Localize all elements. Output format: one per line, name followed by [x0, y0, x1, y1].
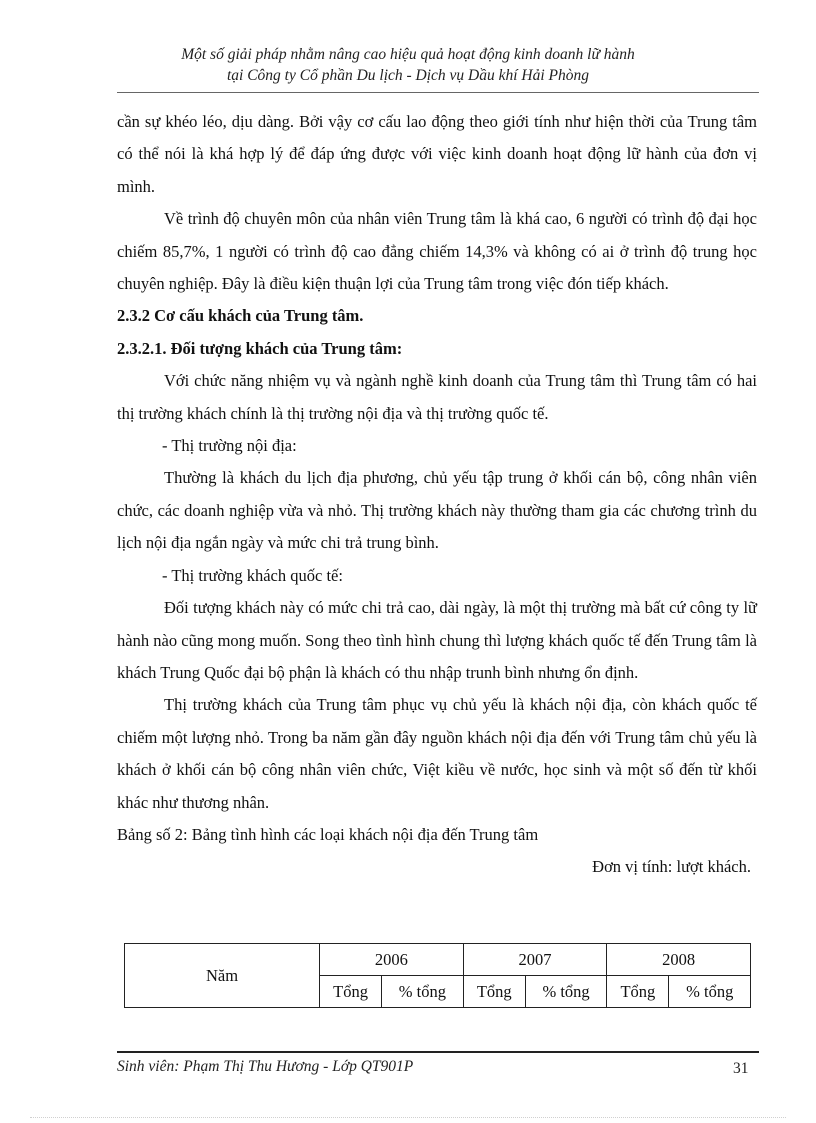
paragraph-2: Về trình độ chuyên môn của nhân viên Trung tâm là khá cao, 6 người có trình độ đại học chiếm 85,7%, 1 người có trình độ cao đẳng chiếm 14,3% và không có ai ở trình độ trung học chuyên nghiệp. Đây là điều kiện thuận lợi của Trung tâm trong việc đón tiếp khách.	[117, 209, 757, 294]
bullet-domestic: - Thị trường nội địa:	[162, 436, 297, 456]
year-2007-cell: 2007	[463, 944, 607, 976]
total-cell: Tổng	[607, 976, 669, 1008]
table-caption: Bảng số 2: Bảng tình hình các loại khách nội địa đến Trung tâm	[117, 824, 539, 844]
bullet-international: - Thị trường khách quốc tế:	[162, 565, 343, 585]
paragraph-6: Thị trường khách của Trung tâm phục vụ chủ yếu là khách nội địa, còn khách quốc tế chiếm một lượng nhỏ. Trong ba năm gần đây nguồn khách nội địa đến với Trung tâm chủ yếu là khách ở khối cán bộ công nhân viên chức, Việt kiều về nước, học sinh và một số đến từ khối khác như thương nhân.	[117, 695, 757, 812]
header-rule	[117, 92, 759, 93]
paragraph-4: Thường là khách du lịch địa phương, chủ yếu tập trung ở khối cán bộ, công nhân viên chức, các doanh nghiệp vừa và nhỏ. Thị trường khách này thường tham gia các chương trình du lịch nội địa ngắn ngày và mức chi trả trung bình.	[117, 468, 757, 553]
footer-author: Sinh viên: Phạm Thị Thu Hương - Lớp QT901P	[117, 1058, 414, 1075]
year-2006-cell: 2006	[320, 944, 464, 976]
page-number: 31	[733, 1060, 749, 1077]
document-body	[117, 106, 757, 884]
percent-cell: % tổng	[382, 976, 463, 1008]
subsection-heading: 2.3.2.1. Đối tượng khách của Trung tâm:	[117, 338, 403, 358]
page-edge-dotted-line	[30, 1117, 786, 1118]
total-cell: Tổng	[463, 976, 525, 1008]
percent-cell: % tổng	[525, 976, 606, 1008]
total-cell: Tổng	[320, 976, 382, 1008]
header-line-1: Một số giải pháp nhằm nâng cao hiệu quả hoạt động kinh doanh lữ hành	[181, 46, 635, 63]
table-unit: Đơn vị tính: lượt khách.	[592, 857, 751, 877]
year-2008-cell: 2008	[607, 944, 751, 976]
running-header	[0, 44, 816, 86]
paragraph-5: Đối tượng khách này có mức chi trả cao, dài ngày, là một thị trường mà bất cứ công ty lữ hành nào cũng mong muốn. Song theo tình hình chung thì lượng khách quốc tế đến Trung tâm là khách Trung Quốc đại bộ phận là khách có thu nhập trunh bình nhưng ổn định.	[117, 598, 757, 682]
section-heading: 2.3.2 Cơ cấu khách của Trung tâm.	[117, 306, 364, 326]
year-label-cell: Năm	[125, 944, 320, 1008]
footer-rule	[117, 1051, 759, 1053]
guest-table	[124, 943, 751, 1008]
paragraph-1: cần sự khéo léo, dịu dàng. Bởi vậy cơ cấu lao động theo giới tính như hiện thời của Trung tâm có thể nói là khá hợp lý để đáp ứng được với việc kinh doanh hoạt động lữ hành của đơn vị mình.	[117, 112, 757, 196]
paragraph-3: Với chức năng nhiệm vụ và ngành nghề kinh doanh của Trung tâm thì Trung tâm có hai thị trường khách chính là thị trường nội địa và thị trường quốc tế.	[117, 371, 757, 423]
table-header-row	[125, 944, 751, 976]
percent-cell: % tổng	[669, 976, 751, 1008]
header-line-2: tại Công ty Cổ phần Du lịch - Dịch vụ Dầu khí Hải Phòng	[226, 67, 590, 84]
